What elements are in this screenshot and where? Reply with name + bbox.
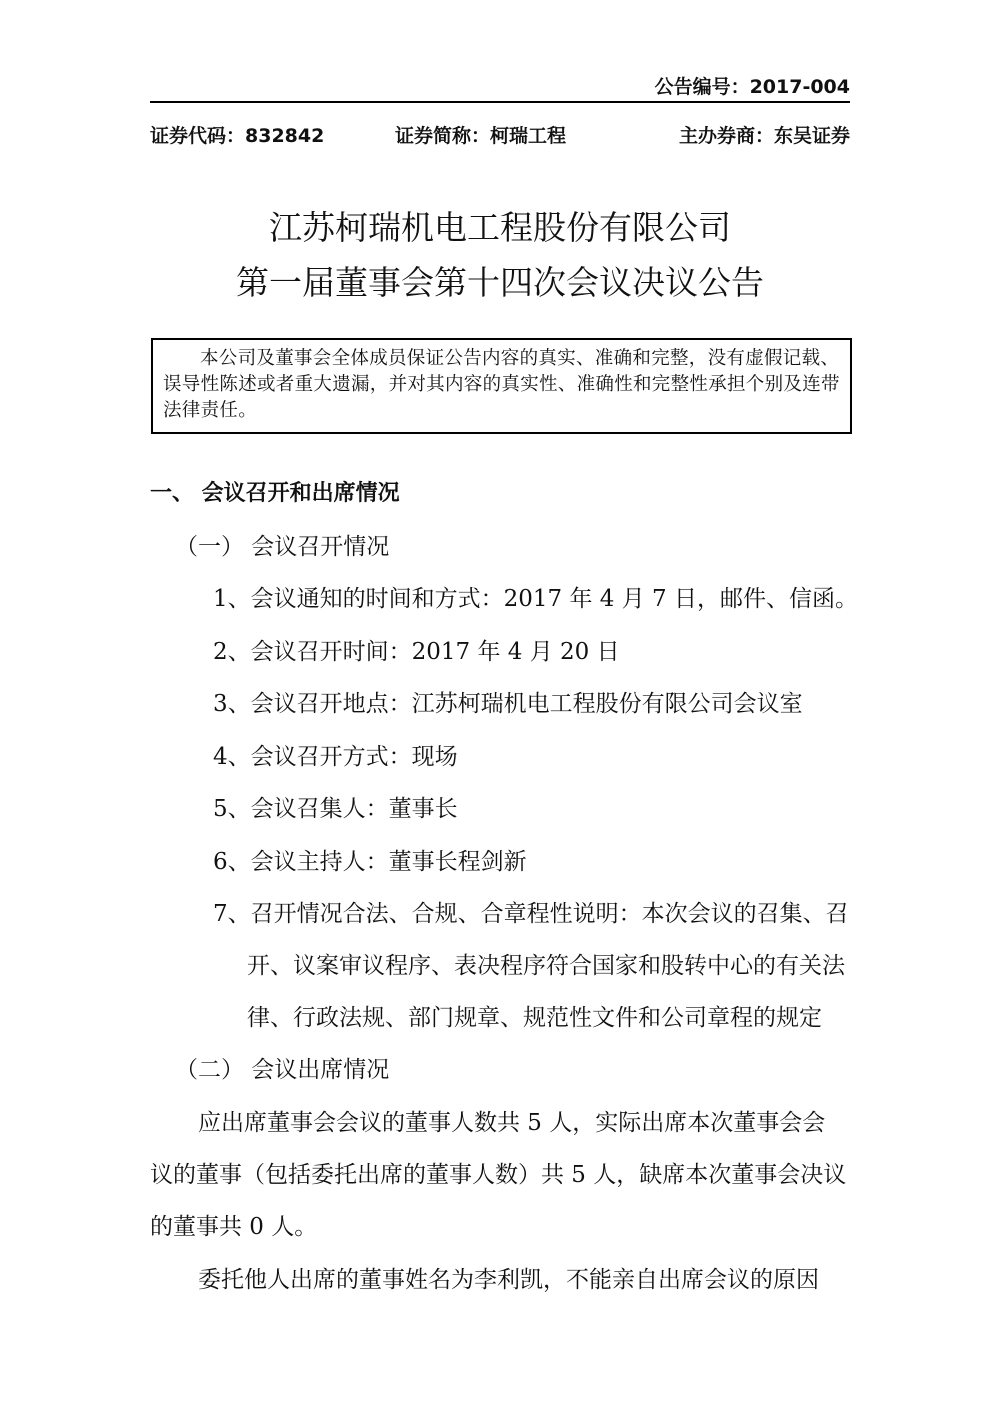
header-divider	[150, 101, 850, 103]
list-item-legality-line1: 7、召开情况合法、合规、合章程性说明：本次会议的召集、召	[213, 901, 849, 927]
list-item: 1、会议通知的时间和方式：2017 年 4 月 7 日，邮件、信函。	[213, 586, 858, 612]
sponsor-broker: 主办券商：东吴证券	[678, 125, 850, 147]
list-item: 5、会议召集人：董事长	[213, 796, 458, 822]
proxy-paragraph-line1: 委托他人出席的董事姓名为李利凯，不能亲自出席会议的原因	[198, 1267, 819, 1293]
disclaimer-box: 本公司及董事会全体成员保证公告内容的真实、准确和完整，没有虚假记载、误导性陈述或者重大遗漏，并对其内容的真实性、准确性和完整性承担个别及连带法律责任。	[151, 338, 852, 434]
subsection-heading-attendance: （二） 会议出席情况	[175, 1057, 390, 1083]
list-item-legality-line2: 开、议案审议程序、表决程序符合国家和股转中心的有关法	[247, 953, 845, 979]
section-heading: 一、 会议召开和出席情况	[150, 481, 400, 506]
subsection-heading-meeting-convening: （一） 会议召开情况	[175, 534, 390, 560]
attendance-paragraph-line2: 议的董事（包括委托出席的董事人数）共 5 人，缺席本次董事会决议	[150, 1162, 847, 1188]
attendance-paragraph-line3: 的董事共 0 人。	[150, 1214, 318, 1240]
security-code: 证券代码：832842	[150, 125, 325, 147]
list-item: 6、会议主持人：董事长程剑新	[213, 849, 527, 875]
document-title-line1: 江苏柯瑞机电工程股份有限公司	[269, 208, 731, 247]
list-item-legality-line3: 律、行政法规、部门规章、规范性文件和公司章程的规定	[247, 1005, 822, 1031]
document-title-line2: 第一届董事会第十四次会议决议公告	[236, 263, 764, 302]
list-item: 4、会议召开方式：现场	[213, 744, 458, 770]
security-short-name: 证券简称：柯瑞工程	[395, 125, 567, 147]
announcement-number: 公告编号：2017-004	[654, 76, 850, 98]
attendance-paragraph-line1: 应出席董事会会议的董事人数共 5 人，实际出席本次董事会会	[198, 1110, 826, 1136]
list-item: 2、会议召开时间：2017 年 4 月 20 日	[213, 639, 620, 665]
list-item: 3、会议召开地点：江苏柯瑞机电工程股份有限公司会议室	[213, 691, 803, 717]
